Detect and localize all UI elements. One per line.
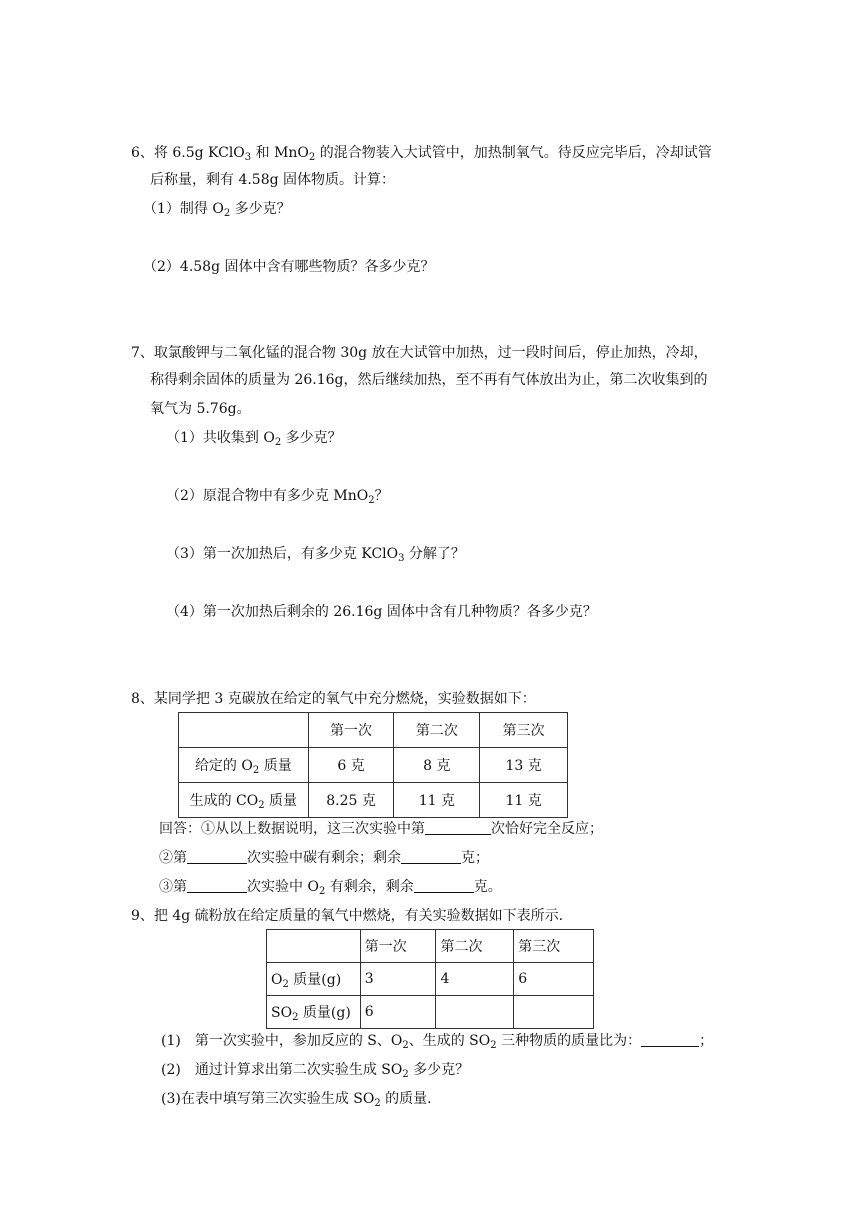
table-cell: 6 [514,963,594,996]
table-row [179,713,568,748]
answer-blank[interactable] [414,878,474,893]
table-cell: 11 克 [394,783,480,818]
table-corner-cell [179,713,309,748]
q7-sub3: （3）第一次加热后，有多少克 KClO$_3$ 分解了？ [166,546,465,564]
table-header-cell: 第一次 [360,930,436,963]
table-row-label: $O_2$ 质量(g) [267,963,361,996]
table-row [267,963,594,996]
table-cell: 6 克 [308,748,394,783]
table-cell: 3 [360,963,436,996]
answer-blank[interactable] [425,820,491,835]
q6-stem-line1: 6、将 6.5g KClO$_3$ 和 MnO$_2$ 的混合物装入大试管中，加热制氧气。待反应完毕后，冷却试管 [131,145,712,163]
table-row [267,996,594,1029]
q7-stem-line2: 称得剩余固体的质量为 26.16g，然后继续加热，至不再有气体放出为止，第二次收集到的 [150,372,708,388]
q7-stem-line3: 氧气为 5.76g。 [150,401,251,417]
table-cell: 8.25 克 [308,783,394,818]
q9-sub3: (3)在表中填写第三次实验生成 $SO_2$ 的质量. [161,1091,432,1109]
table-header-cell: 第一次 [308,713,394,748]
table-cell: 4 [436,963,514,996]
q8-stem: 8、某同学把 3 克碳放在给定的氧气中充分燃烧，实验数据如下： [131,691,536,707]
table-row-label: $SO_2$ 质量(g) [267,996,361,1029]
answer-blank[interactable] [401,849,461,864]
answer-blank[interactable] [187,878,247,893]
table-cell: 11 克 [480,783,568,818]
table-cell: 8 克 [394,748,480,783]
q7-sub4: （4）第一次加热后剩余的 26.16g 固体中含有几种物质？各多少克？ [166,604,597,620]
q9-data-table [266,929,594,1029]
table-row [267,930,594,963]
table-cell[interactable] [436,996,514,1029]
q9-stem: 9、把 4g 硫粉放在给定质量的氧气中燃烧，有关实验数据如下表所示. [131,908,564,924]
q8-answer-line3: ③第 次实验中 $O_2$ 有剩余，剩余 克。 [159,879,502,897]
table-row-label: 生成的 $CO_2$ 质量 [179,783,309,818]
q9-sub2: (2) 通过计算求出第二次实验生成 $SO_2$ 多少克？ [161,1062,470,1080]
table-row [179,783,568,818]
q8-answer-line2: ②第 次实验中碳有剩余；剩余 克； [159,850,489,866]
table-cell: 6 [360,996,436,1029]
table-header-cell: 第三次 [514,930,594,963]
table-header-cell: 第三次 [480,713,568,748]
table-corner-cell [267,930,361,963]
table-row-label: 给定的 $O_2$ 质量 [179,748,309,783]
q6-sub1: （1）制得 $O_2$ 多少克？ [143,201,291,219]
q6-stem-line2: 后称量，剩有 4.58g 固体物质。计算： [150,172,396,188]
q7-sub2: （2）原混合物中有多少克 MnO$_2$？ [166,488,389,506]
q9-sub1: (1) 第一次实验中，参加反应的 S、$O_2$、生成的 $SO_2$ 三种物质的质量比为： ； [161,1033,714,1051]
answer-blank[interactable] [187,849,247,864]
q8-data-table [178,712,568,818]
q7-sub1: （1）共收集到 $O_2$ 多少克？ [166,430,342,448]
q8-answer-line1: 回答：①从以上数据说明，这三次实验中第 次恰好完全反应； [159,821,603,837]
q6-sub2: （2）4.58g 固体中含有哪些物质？各多少克？ [143,259,435,275]
answer-blank[interactable] [641,1032,699,1047]
q7-stem-line1: 7、取氯酸钾与二氧化锰的混合物 30g 放在大试管中加热，过一段时间后，停止加热，冷却， [131,345,708,361]
table-row [179,748,568,783]
table-cell[interactable] [514,996,594,1029]
table-header-cell: 第二次 [394,713,480,748]
table-cell: 13 克 [480,748,568,783]
table-header-cell: 第二次 [436,930,514,963]
